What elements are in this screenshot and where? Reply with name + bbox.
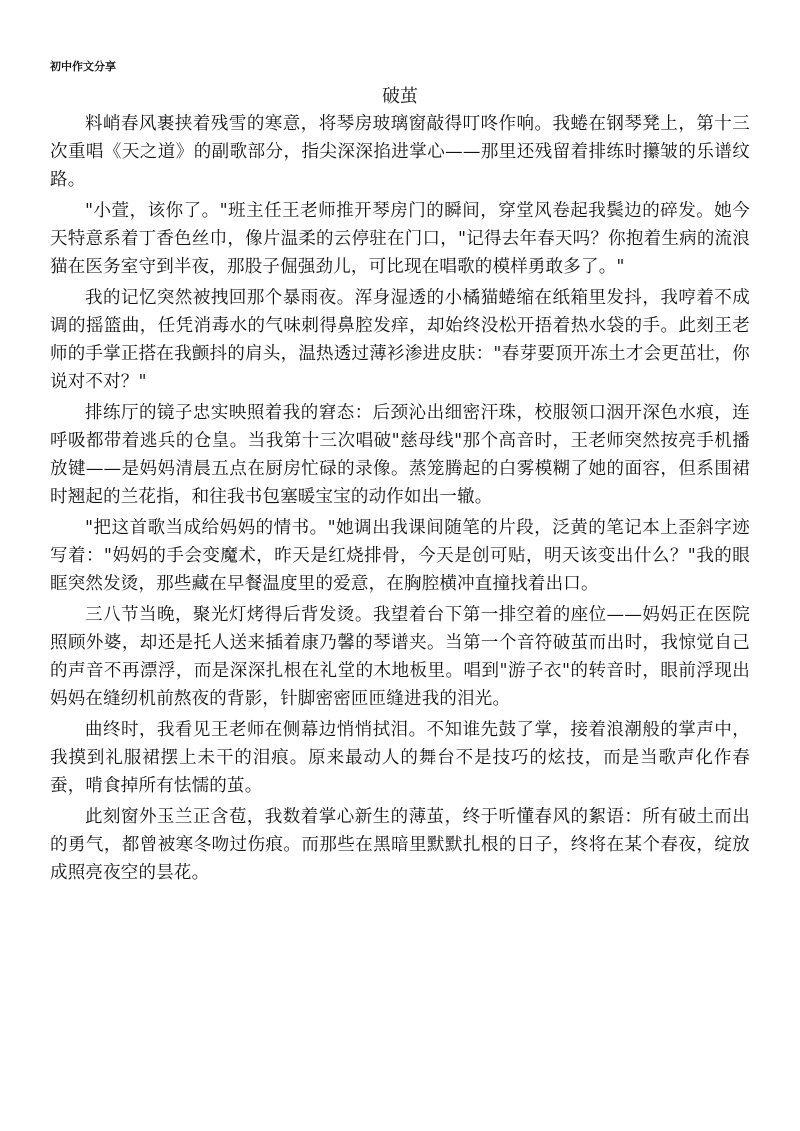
paragraph: 三八节当晚，聚光灯烤得后背发烫。我望着台下第一排空着的座位——妈妈正在医院照顾外婆，却还是托人送来插着康乃馨的琴谱夹。当第一个音符破茧而出时，我惊觉自己的声音不再漂浮，而是深深扎根在礼堂的木地板里。唱到"游子衣"的转音时，眼前浮现出妈妈在缝纫机前熬夜的背影，针脚密密匝匝缝进我的泪光。 [50,605,750,709]
paragraph: 此刻窗外玉兰正含苞，我数着掌心新生的薄茧，终于听懂春风的絮语：所有破土而出的勇气，都曾被寒冬吻过伤痕。而那些在黑暗里默默扎根的日子，终将在某个春夜，绽放成照亮夜空的昙花。 [50,807,750,883]
essay-title: 破茧 [382,86,418,107]
header-label: 初中作文分享 [50,60,116,73]
paragraph: 排练厅的镜子忠实映照着我的窘态：后颈沁出细密汗珠，校服领口洇开深色水痕，连呼吸都带着逃兵的仓皇。当我第十三次唱破"慈母线"那个高音时，王老师突然按亮手机播放键——是妈妈清晨五点在厨房忙碌的录像。蒸笼腾起的白雾模糊了她的面容，但系围裙时翘起的兰花指，和往我书包塞暖宝宝的动作如出一辙。 [50,403,750,507]
paragraph: "小萱，该你了。"班主任王老师推开琴房门的瞬间，穿堂风卷起我鬓边的碎发。她今天特意系着丁香色丝巾，像片温柔的云停驻在门口，"记得去年春天吗？你抱着生病的流浪猫在医务室守到半夜，那股子倔强劲儿，可比现在唱歌的模样勇敢多了。" [50,201,750,277]
paragraph: 曲终时，我看见王老师在侧幕边悄悄拭泪。不知谁先鼓了掌，接着浪潮般的掌声中，我摸到礼服裙摆上未干的泪痕。原来最动人的舞台不是技巧的炫技，而是当歌声化作春蚕，啃食掉所有怯懦的茧。 [50,720,750,796]
paragraph: "把这首歌当成给妈妈的情书。"她调出我课间随笔的片段，泛黄的笔记本上歪斜字迹写着："妈妈的手会变魔术，昨天是红烧排骨，今天是创可贴，明天该变出什么？"我的眼眶突然发烫，那些藏在早餐温度里的爱意，在胸腔横冲直撞找着出口。 [50,518,750,594]
essay-body [50,110,750,887]
paragraph: 我的记忆突然被拽回那个暴雨夜。浑身湿透的小橘猫蜷缩在纸箱里发抖，我哼着不成调的摇篮曲，任凭消毒水的气味刺得鼻腔发痒，却始终没松开捂着热水袋的手。此刻王老师的手掌正搭在我颤抖的肩头，温热透过薄衫渗进皮肤："春芽要顶开冻土才会更茁壮，你说对不对？" [50,288,750,392]
paragraph: 料峭春风裹挟着残雪的寒意，将琴房玻璃窗敲得叮咚作响。我蜷在钢琴凳上，第十三次重唱《天之道》的副歌部分，指尖深深掐进掌心——那里还残留着排练时攥皱的乐谱纹路。 [50,114,750,190]
